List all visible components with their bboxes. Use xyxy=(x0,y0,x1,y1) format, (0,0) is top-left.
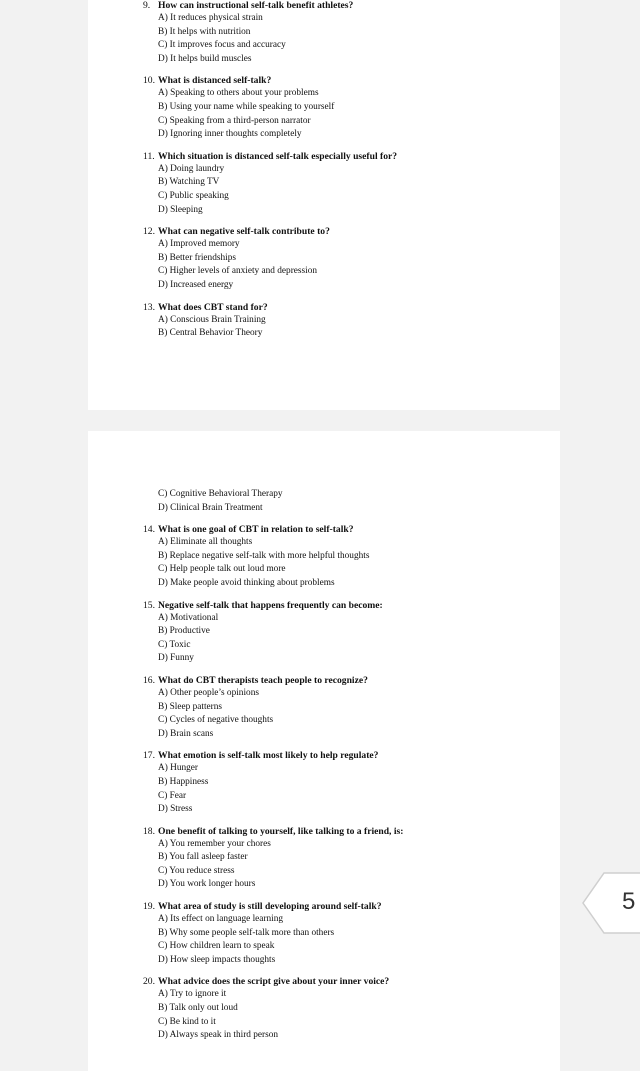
answer-option: B) Replace negative self-talk with more helpful thoughts xyxy=(158,550,370,561)
question-text: What does CBT stand for? xyxy=(158,301,268,313)
question-item xyxy=(143,901,550,967)
answer-option: C) You reduce stress xyxy=(158,865,235,876)
answer-option: A) Other people’s opinions xyxy=(158,687,259,698)
question-item xyxy=(143,976,550,1042)
answer-option: C) It improves focus and accuracy xyxy=(158,40,286,51)
question-item xyxy=(143,750,550,816)
question-text: What is one goal of CBT in relation to self-talk? xyxy=(158,524,354,536)
question-heading xyxy=(143,226,550,238)
answer-option: B) Productive xyxy=(158,626,210,637)
question-heading xyxy=(143,150,550,163)
question-item xyxy=(143,150,550,217)
question-number: 13. xyxy=(143,301,155,313)
answer-option: A) You remember your chores xyxy=(158,838,271,849)
answer-option: C) Fear xyxy=(158,790,187,801)
question-heading xyxy=(143,901,550,913)
question-number: 12. xyxy=(143,226,155,238)
answer-option: A) Its effect on language learning xyxy=(158,914,284,925)
question-number: 19. xyxy=(143,901,155,913)
question-number: 18. xyxy=(143,825,155,837)
question-text: What do CBT therapists teach people to recognize? xyxy=(158,674,368,686)
question-text: How can instructional self-talk benefit athletes? xyxy=(158,0,354,11)
answer-option: A) Try to ignore it xyxy=(158,989,227,1000)
question-item xyxy=(143,75,550,141)
answer-option: D) Funny xyxy=(158,653,194,664)
question-item xyxy=(143,825,550,892)
answer-option: A) Eliminate all thoughts xyxy=(158,537,253,548)
answer-options xyxy=(158,687,550,741)
answer-option: D) Sleeping xyxy=(158,204,203,215)
answer-options xyxy=(158,87,550,141)
answer-option: B) Better friendships xyxy=(158,252,236,263)
question-number: 17. xyxy=(143,750,155,762)
answer-option: B) Central Behavior Theory xyxy=(158,328,263,339)
question-heading xyxy=(143,75,550,87)
question-number: 20. xyxy=(143,976,155,988)
question-text: What area of study is still developing around self-talk? xyxy=(158,901,382,913)
answer-options xyxy=(158,762,550,816)
question-heading xyxy=(143,599,550,612)
question-number: 9. xyxy=(143,0,151,11)
answer-option: C) Help people talk out loud more xyxy=(158,564,286,575)
answer-option: D) Make people avoid thinking about problems xyxy=(158,577,335,588)
answer-options xyxy=(158,163,550,217)
question-text: Which situation is distanced self-talk especially useful for? xyxy=(158,150,398,162)
page-1-questions xyxy=(143,0,550,350)
question-number: 16. xyxy=(143,674,155,686)
question-heading xyxy=(143,976,550,988)
answer-option: C) Cycles of negative thoughts xyxy=(158,715,274,726)
question-number: 11. xyxy=(143,150,155,162)
question-item xyxy=(143,0,550,66)
answer-options xyxy=(158,988,550,1042)
answer-options xyxy=(158,612,550,666)
question-number: 14. xyxy=(143,524,155,536)
question-item xyxy=(143,301,550,341)
answer-option: B) Happiness xyxy=(158,776,209,787)
answer-option: D) Stress xyxy=(158,804,193,815)
answer-option: D) Ignoring inner thoughts completely xyxy=(158,129,302,140)
answer-option: B) Why some people self-talk more than others xyxy=(158,927,335,938)
answer-option: B) Watching TV xyxy=(158,177,220,188)
answer-option: C) Speaking from a third-person narrator xyxy=(158,115,311,126)
answer-option: C) Cognitive Behavioral Therapy xyxy=(158,489,283,499)
document-page-2 xyxy=(88,431,560,1071)
question-text: What emotion is self-talk most likely to help regulate? xyxy=(158,750,379,762)
answer-options xyxy=(158,12,550,66)
answer-option: A) It reduces physical strain xyxy=(158,13,263,23)
question-text: What can negative self-talk contribute to? xyxy=(158,226,330,238)
question-heading xyxy=(143,825,550,838)
answer-option: B) It helps with nutrition xyxy=(158,26,251,37)
answer-options xyxy=(158,913,550,967)
page-number: 5 xyxy=(622,888,636,915)
page-2-questions xyxy=(143,488,550,1052)
question-heading xyxy=(143,0,550,12)
document-page-1 xyxy=(88,0,560,410)
answer-options xyxy=(158,838,550,892)
answer-option: A) Speaking to others about your problems xyxy=(158,88,319,99)
answer-options xyxy=(158,314,550,341)
question-item xyxy=(143,226,550,292)
answer-option: A) Improved memory xyxy=(158,239,240,250)
answer-option: C) How children learn to speak xyxy=(158,941,275,952)
answer-option: A) Conscious Brain Training xyxy=(158,314,266,325)
question-heading xyxy=(143,301,550,314)
question-number: 10. xyxy=(143,75,155,87)
answer-option: D) It helps build muscles xyxy=(158,53,252,64)
answer-options xyxy=(158,536,550,590)
answer-option: C) Toxic xyxy=(158,639,191,650)
question-text: Negative self-talk that happens frequently can become: xyxy=(158,599,383,611)
answer-option: D) Clinical Brain Treatment xyxy=(158,502,263,513)
answer-option: B) Using your name while speaking to yourself xyxy=(158,101,335,112)
question-item xyxy=(143,524,550,590)
answer-option: D) Increased energy xyxy=(158,279,234,290)
page-number-badge[interactable] xyxy=(582,872,640,934)
answer-option: D) Brain scans xyxy=(158,728,214,739)
answer-option: D) You work longer hours xyxy=(158,879,256,890)
question-heading xyxy=(143,750,550,762)
continued-options xyxy=(158,488,550,515)
answer-option: B) You fall asleep faster xyxy=(158,852,248,863)
answer-option: C) Be kind to it xyxy=(158,1016,216,1027)
answer-options xyxy=(158,238,550,292)
answer-option: D) Always speak in third person xyxy=(158,1030,279,1041)
question-text: What is distanced self-talk? xyxy=(158,75,272,87)
question-item xyxy=(143,599,550,666)
question-text: One benefit of talking to yourself, like talking to a friend, is: xyxy=(158,825,404,837)
answer-option: B) Talk only out loud xyxy=(158,1003,238,1014)
answer-option: A) Hunger xyxy=(158,763,199,774)
answer-option: A) Doing laundry xyxy=(158,163,225,174)
answer-option: B) Sleep patterns xyxy=(158,701,223,712)
question-heading xyxy=(143,674,550,687)
answer-option: A) Motivational xyxy=(158,612,219,623)
question-text: What advice does the script give about your inner voice? xyxy=(158,976,390,988)
answer-option: C) Public speaking xyxy=(158,190,229,201)
question-number: 15. xyxy=(143,599,155,611)
question-item xyxy=(143,674,550,741)
answer-option: C) Higher levels of anxiety and depression xyxy=(158,266,318,277)
answer-option: D) How sleep impacts thoughts xyxy=(158,954,276,965)
question-heading xyxy=(143,524,550,536)
